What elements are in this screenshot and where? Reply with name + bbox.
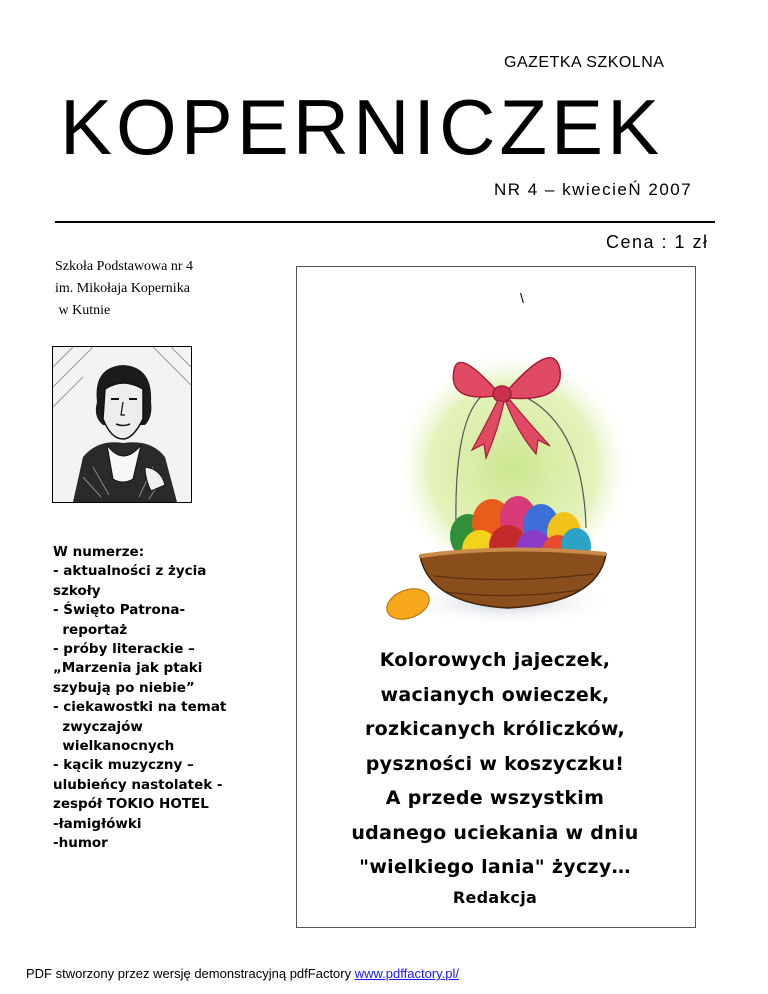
toc-line: - próby literackie – — [53, 641, 195, 658]
wish-line: udanego uciekania w dniu — [351, 821, 639, 844]
toc-line: szybują po niebie” — [53, 679, 195, 696]
wish-line: "wielkiego lania" życzy… — [359, 856, 631, 878]
toc-line: wielkanocnych — [53, 738, 175, 755]
footer-text: PDF stworzony przez wersję demonstracyjną pdfFactory — [26, 966, 355, 981]
wish-line: pyszności w koszyczku! — [365, 752, 625, 775]
toc-line: reportaż — [53, 621, 128, 638]
toc-line: - ciekawostki na temat — [53, 699, 227, 716]
header-divider — [55, 221, 715, 223]
toc-line: - kącik muzyczny – — [53, 757, 194, 774]
newspaper-kicker: GAZETKA SZKOLNA — [504, 54, 665, 71]
school-line: Szkoła Podstawowa nr 4 — [55, 259, 194, 274]
toc-line: ulubieńcy nastolatek - — [53, 776, 223, 793]
pdffactory-link[interactable]: www.pdffactory.pl/ — [354, 966, 460, 981]
wish-line: rozkicanych króliczków, — [364, 718, 626, 740]
issue-number: NR 4 – kwiecieŃ 2007 — [494, 180, 693, 199]
copernicus-portrait — [52, 346, 192, 503]
price-label: Cena : 1 zł — [606, 232, 709, 252]
wish-line: Kolorowych jajeczek, — [379, 649, 611, 671]
wish-signature: Redakcja — [452, 887, 538, 907]
school-line: w Kutnie — [55, 303, 111, 318]
school-address — [55, 256, 275, 322]
toc-line: -łamigłówki — [53, 815, 142, 832]
toc-line: zwyczajów — [53, 718, 143, 735]
pdf-footer — [26, 966, 459, 981]
toc-line: zespół TOKIO HOTEL — [53, 796, 209, 813]
easter-basket-illustration — [358, 318, 638, 628]
wish-line: wacianych owieczek, — [380, 683, 610, 706]
basket-icon — [358, 318, 638, 628]
stray-mark: \ — [520, 290, 524, 306]
portrait-icon — [53, 347, 191, 502]
table-of-contents — [53, 543, 263, 854]
toc-line: - aktualności z życia — [53, 563, 207, 580]
toc-line: „Marzenia jak ptaki — [53, 660, 203, 677]
toc-line: W numerze: — [53, 544, 145, 560]
toc-line: -humor — [53, 835, 108, 852]
school-line: im. Mikołaja Kopernika — [55, 281, 190, 296]
toc-line: - Święto Patrona- — [53, 602, 186, 619]
wish-line: A przede wszystkim — [385, 787, 605, 809]
toc-line: szkoły — [53, 582, 101, 599]
easter-wishes — [300, 643, 690, 911]
masthead-title: KOPERNICZEK — [60, 83, 664, 171]
